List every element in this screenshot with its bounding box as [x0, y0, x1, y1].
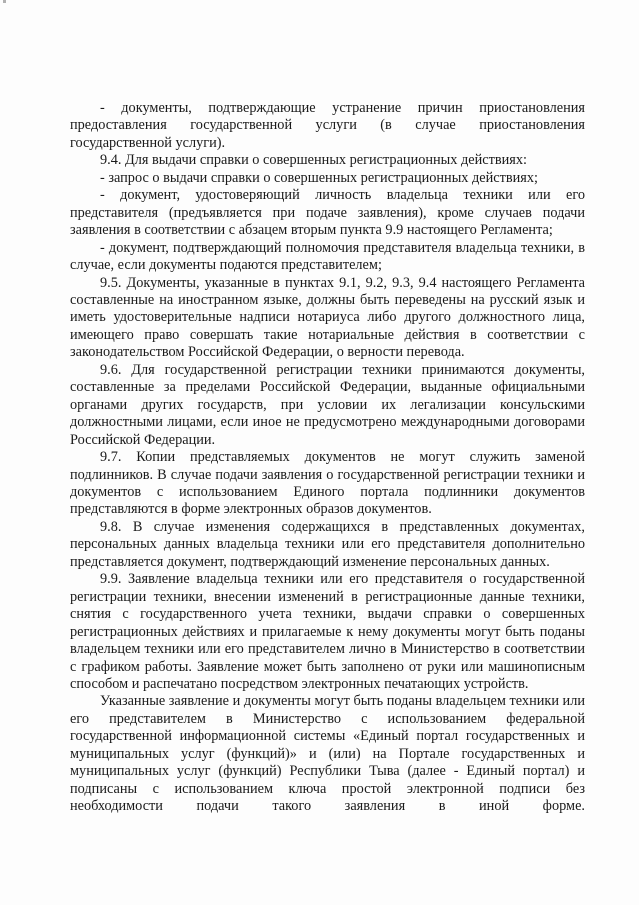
paragraph-portal-submission: Указанные заявление и документы могут быть поданы владельцем техники или его представителем в Министерство с использованием федеральной государственной информационной системы «Единый портал государственных и муниципальных услуг (функций)» и (или) на Портале государственных и муниципальных услуг (функций) Республики Тыва (далее - Единый портал) и подписаны с использованием ключа простой электронной подписи без необходимости подачи такого заявления в иной форме.	[70, 693, 585, 815]
paragraph-suspension-docs: - документы, подтверждающие устранение причин приостановления предоставления государственной услуги (в случае приостановления государственной услуги).	[70, 100, 585, 151]
scan-mark	[3, 0, 6, 3]
paragraph-9-6: 9.6. Для государственной регистрации техники принимаются документы, составленные за пределами Российской Федерации, выданные официальными органами других государств, при условии их легализации консульскими должностными лицами, если иное не предусмотрено международными договорами Российской Федерации.	[70, 361, 585, 448]
paragraph-authority-document: - документ, подтверждающий полномочия представителя владельца техники, в случае, если документы подаются представителем;	[70, 239, 585, 274]
document-body	[70, 100, 585, 816]
paragraph-9-9: 9.9. Заявление владельца техники или его представителя о государственной регистрации техники, внесении изменений в регистрационные данные техники, снятия с государственного учета техники, выдачи справки о совершенных регистрационных действиях и прилагаемые к нему документы могут быть поданы владельцем техники или его представителем лично в Министерство в соответствии с графиком работы. Заявление может быть заполнено от руки или машинописным способом и распечатано посредством электронных печатающих устройств.	[70, 571, 585, 692]
paragraph-certificate-request: - запрос о выдачи справки о совершенных регистрационных действиях;	[100, 169, 538, 186]
paragraph-9-8: 9.8. В случае изменения содержащихся в представленных документах, персональных данных владельца техники или его представителя дополнительно представляется документ, подтверждающий изменение персональных данных.	[70, 518, 585, 570]
paragraph-9-4: 9.4. Для выдачи справки о совершенных регистрационных действиях:	[100, 152, 527, 169]
paragraph-9-5: 9.5. Документы, указанные в пунктах 9.1, 9.2, 9.3, 9.4 настоящего Регламента составленные на иностранном языке, должны быть переведены на русский язык и иметь удостоверительные надписи нотариуса либо другого должностного лица, имеющего право совершать такие нотариальные действия в соответствии с законодательством Российской Федерации, о верности перевода.	[70, 274, 585, 361]
paragraph-9-7: 9.7. Копии представляемых документов не могут служить заменой подлинников. В случае подачи заявления о государственной регистрации техники и документов с использованием Единого портала подлинники документов представляются в форме электронных образов документов.	[70, 449, 585, 518]
paragraph-identity-document: - документ, удостоверяющий личность владельца техники или его представителя (предъявляется при подаче заявления), кроме случаев подачи заявления в соответствии с абзацем вторым пункта 9.9 настоящего Регламента;	[70, 187, 585, 239]
